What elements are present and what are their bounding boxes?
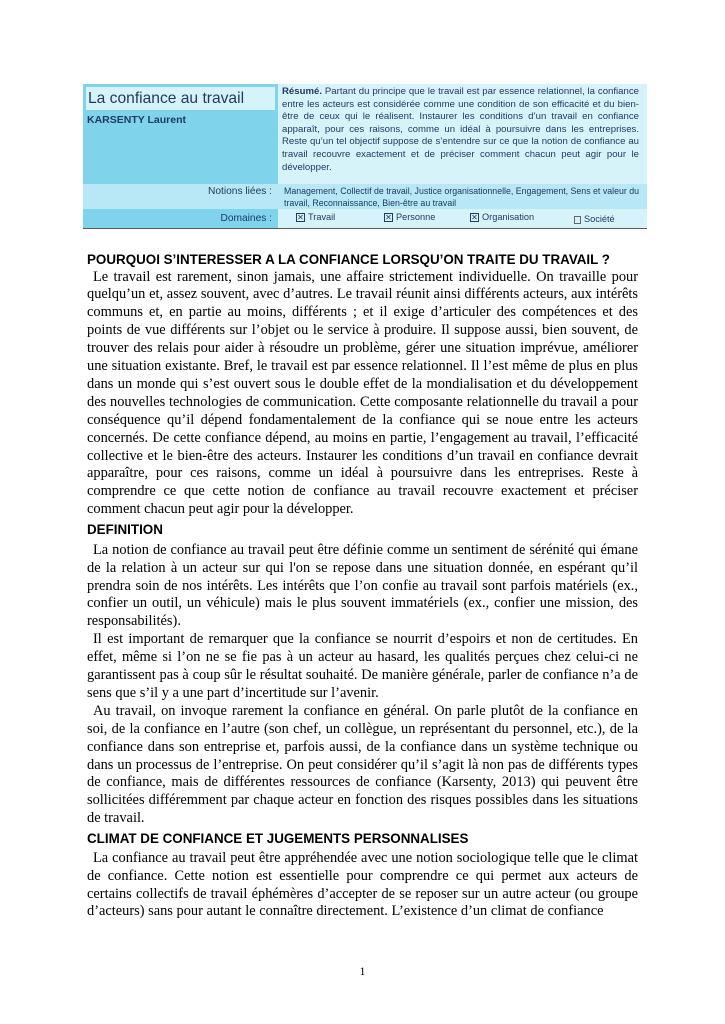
section-heading-pourquoi: POURQUOI S’INTERESSER A LA CONFIANCE LORSQU’ON TRAITE DU TRAVAIL ? — [87, 252, 610, 267]
summary-table — [83, 84, 647, 229]
article-body — [87, 252, 638, 921]
author-name: KARSENTY Laurent — [87, 114, 186, 126]
checked-box-icon: ✕ — [385, 212, 392, 222]
domain-label: Société — [584, 214, 615, 224]
section-heading-definition: DEFINITION — [87, 522, 163, 538]
abstract-cell — [278, 84, 647, 184]
paragraph: Au travail, on invoque rarement la confiance en général. On parle plutôt de la confiance en soi, de la confiance en l’autre (son chef, un collègue, un représentant du personnel, etc.), de la confiance dans son entreprise et, parfois aussi, de la confiance dans un système technique ou dans un processus de l’entreprise. On peut considérer qu’il s’agit là non pas de différents types de confiance, mais de différentes ressources de confiance (Karsenty, 2013) qui peuvent être sollicitées différemment par chaque acteur en fonction des risques possibles dans les situations de travail. — [87, 702, 638, 827]
domain-societe — [574, 214, 615, 224]
paragraph: Le travail est rarement, sinon jamais, une affaire strictement individuelle. On travaille pour quelqu’un et, assez souvent, avec d’autres. Le travail réunit ainsi différents acteurs, aux intérêts communs et, en partie au moins, différents ; et il exige d’articuler des compétences et des points de vue différents sur l’objet ou le service à produire. Il suppose aussi, bien souvent, de trouver des relais pour aider à résoudre un problème, gérer une situation imprévue, améliorer une situation existante. Bref, le travail est par essence relationnel. Il l’est même de plus en plus dans un monde qui s’est ouvert sous le double effet de la mondialisation et du développement des nouvelles technologies de communication. Cette composante relationnelle du travail a pour conséquence qu’il dépend fondamentalement de la confiance qui se noue entre les acteurs concernés. De cette confiance dépend, au moins en partie, l’engagement au travail, l’efficacité collective et le bien-être des acteurs. Instaurer les conditions d’un travail en confiance devrait apparaître, pour ces raisons, comme un idéal à poursuivre dans les entreprises. Reste à comprendre ce que cette notion de confiance au travail recouvre exactement et préciser comment chacun peut agir pour la développer. — [87, 268, 638, 518]
domains-label: Domaines : — [83, 209, 278, 228]
domain-travail — [296, 212, 335, 222]
domain-label: Travail — [308, 212, 336, 222]
notions-row — [83, 184, 647, 209]
title-cell — [83, 84, 278, 184]
domain-organisation — [470, 212, 534, 222]
section-heading-climat: CLIMAT DE CONFIANCE ET JUGEMENTS PERSONNALISES — [87, 831, 469, 847]
paragraph: La notion de confiance au travail peut être définie comme un sentiment de sérénité qui émane de la relation à un acteur sur qui l'on se repose dans une situation donnée, en espérant qu’il prendra soin de nos intérêts. Les intérêts que l’on confie au travail sont parfois matériels (ex., confier un outil, un véhicule) mais le plus souvent immatériels (ex., confier une mission, des responsabilités). — [87, 541, 638, 630]
domains-row — [83, 209, 647, 229]
summary-top-row — [83, 84, 647, 184]
abstract-label: Résumé. — [282, 86, 322, 97]
checked-box-icon: ✕ — [471, 212, 478, 222]
domains-value — [278, 209, 647, 228]
document-title: La confiance au travail — [86, 87, 275, 110]
checked-box-icon: ✕ — [297, 212, 304, 222]
paragraph: Il est important de remarquer que la confiance se nourrit d’espoirs et non de certitudes. En effet, même si l’on ne se fie pas à un acteur au hasard, les qualités perçues chez celui-ci ne garantissent pas à coup sûr le résultat souhaité. De manière générale, parler de confiance n’a de sens que s’il y a une part d’incertitude sur l’avenir. — [87, 631, 638, 701]
domain-personne — [384, 212, 435, 222]
domain-label: Organisation — [482, 212, 535, 222]
page-number: 1 — [359, 966, 366, 978]
notions-value: Management, Collectif de travail, Justice organisationnelle, Engagement, Sens et valeur du travail, Reconnaissance, Bien-être au travail — [278, 184, 647, 209]
abstract-text: Partant du principe que le travail est par essence relationnel, la confiance entre les acteurs est considérée comme une condition de son efficacité et du bien-être de ceux qui le réalisent. Instaurer les conditions d’un travail en confiance apparaît, pour ces raisons, comme un idéal à poursuivre dans les entreprises. Reste qu’un tel objectif suppose de s’entendre sur ce que la notion de confiance au travail recouvre exactement et de préciser comment chacun peut agir pour le développer. — [282, 86, 639, 173]
notions-label: Notions liées : — [83, 184, 278, 209]
paragraph: La confiance au travail peut être appréhendée avec une notion sociologique telle que le climat de confiance. Cette notion est essentielle pour comprendre ce qui permet aux acteurs de certains collectifs de travail éphémères d’accepter de se reposer sur un autre acteur (ou groupe d’acteurs) sans pour autant le connaître directement. L’existence d’un climat de confiance — [87, 849, 638, 920]
domain-label: Personne — [396, 212, 436, 222]
unchecked-box-icon — [574, 216, 581, 224]
